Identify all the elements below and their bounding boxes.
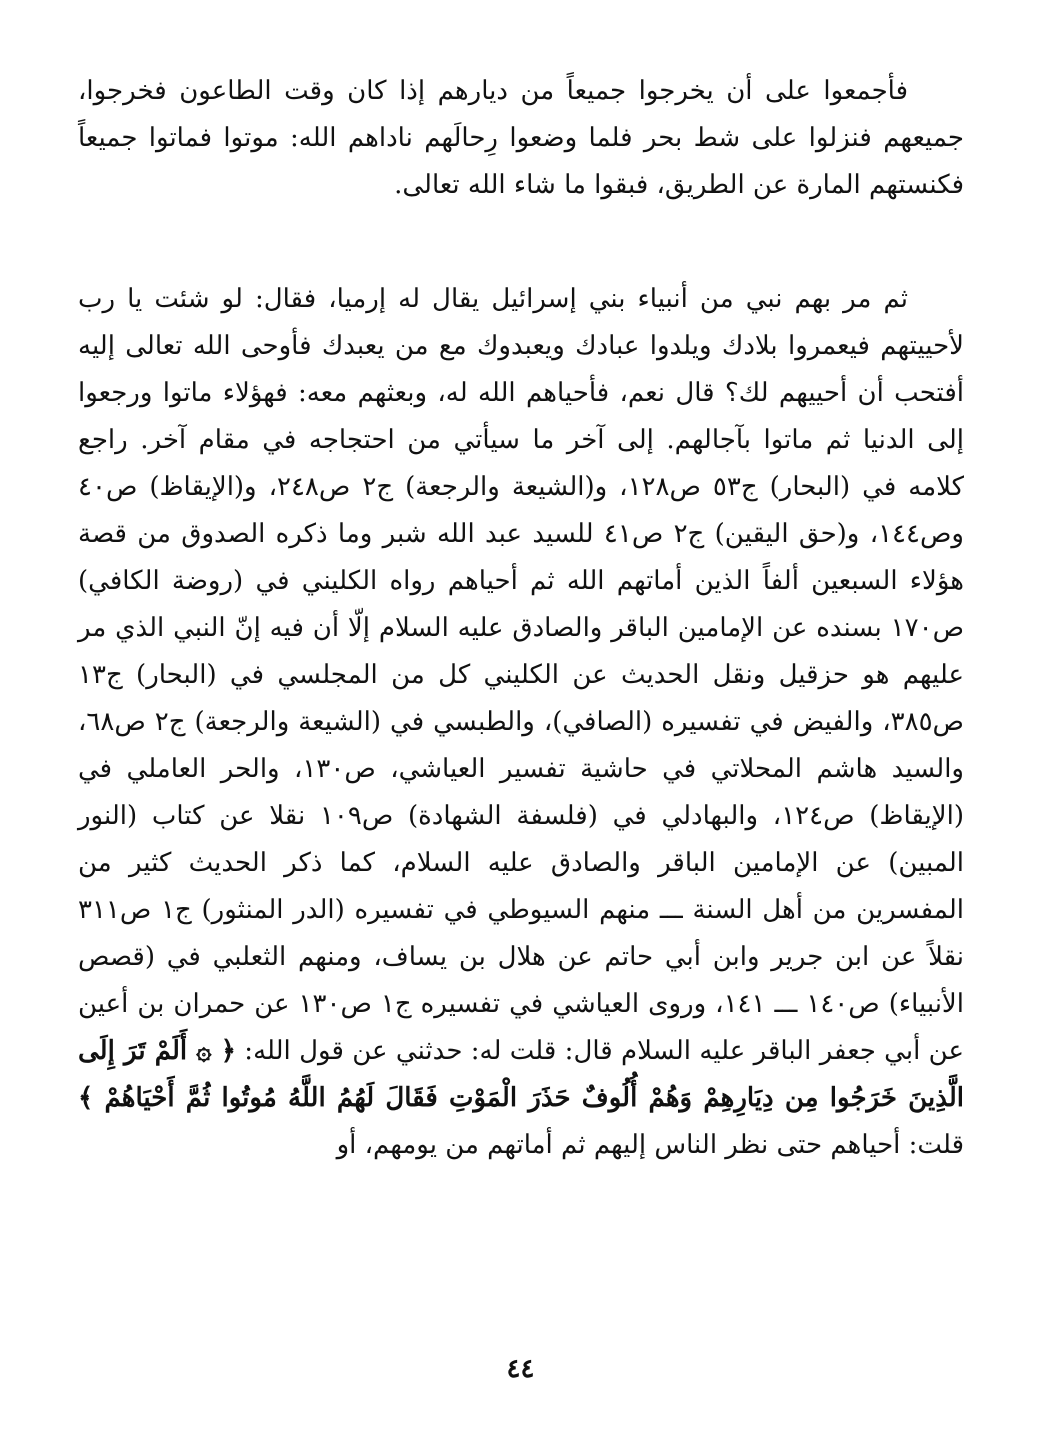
paragraph-plague-story — [78, 68, 964, 209]
page-number: ٤٤ — [506, 1354, 535, 1384]
paragraph-text-after-quran: قلت: أحياهم حتى نظر الناس إليهم ثم أماتهم من يومهم، أو — [336, 1130, 964, 1160]
quran-verse: ﴿ ۞ أَلَمْ تَرَ إِلَى الَّذِينَ خَرَجُوا مِن دِيَارِهِمْ وَهُمْ أُلُوفٌ حَذَرَ الْمَوْتِ فَقَالَ لَهُمُ اللَّهُ مُوتُوا ثُمَّ أَحْيَاهُمْ ﴾ — [78, 1036, 964, 1113]
paragraph-body — [78, 276, 964, 1169]
paragraph-text-before-quran: ثم مر بهم نبي من أنبياء بني إسرائيل يقال له إرميا، فقال: لو شئت يا رب لأحييتهم فيعمروا بلادك ويلدوا عبادك ويعبدوك مع من يعبدك فأوحى الله تعالى إليه أفتحب أن أحييهم لك؟ قال نعم، فأحياهم الله له، وبعثهم معه: فهؤلاء ماتوا ورجعوا إلى الدنيا ثم ماتوا بآجالهم. إلى آخر ما سيأتي من احتجاجه في مقام آخر. راجع كلامه في (البحار) ج٥٣ ص١٢٨، و(الشيعة والرجعة) ج٢ ص٢٤٨، و(الإيقاظ) ص٤٠ وص١٤٤، و(حق اليقين) ج٢ ص٤١ للسيد عبد الله شبر وما ذكره الصدوق من قصة هؤلاء السبعين ألفاً الذين أماتهم الله ثم أحياهم رواه الكليني في (روضة الكافي) ص١٧٠ بسنده عن الإمامين الباقر والصادق عليه السلام إلّا أن فيه إنّ النبي الذي مر عليهم هو حزقيل ونقل الحديث عن الكليني كل من المجلسي في (البحار) ج١٣ ص٣٨٥، والفيض في تفسيره (الصافي)، والطبسي في (الشيعة والرجعة) ج٢ ص٦٨، والسيد هاشم المحلاتي في حاشية تفسير العياشي، ص١٣٠، والحر العاملي في (الإيقاظ) ص١٢٤، والبهادلي في (فلسفة الشهادة) ص١٠٩ نقلا عن كتاب (النور المبين) عن الإمامين الباقر والصادق عليه السلام، كما ذكر الحديث كثير من المفسرين من أهل السنة ـــ منهم السيوطي في تفسيره (الدر المنثور) ج١ ص٣١١ نقلاً عن ابن جرير وابن أبي حاتم عن هلال بن يساف، ومنهم الثعلبي في (قصص الأنبياء) ص١٤٠ ـــ ١٤١، وروى العياشي في تفسيره ج١ ص١٣٠ عن حمران بن أعين عن أبي جعفر الباقر عليه السلام قال: قلت له: حدثني عن قول الله: — [78, 284, 965, 1066]
paragraph-irmiya-narration — [78, 276, 964, 1169]
paragraph-text: فأجمعوا على أن يخرجوا جميعاً من ديارهم إذا كان وقت الطاعون فخرجوا، جميعهم فنزلوا على شط بحر فلما وضعوا رِحالَهم ناداهم الله: موتوا فماتوا جميعاً فكنستهم المارة عن الطريق، فبقوا ما شاء الله تعالى. — [78, 76, 964, 200]
